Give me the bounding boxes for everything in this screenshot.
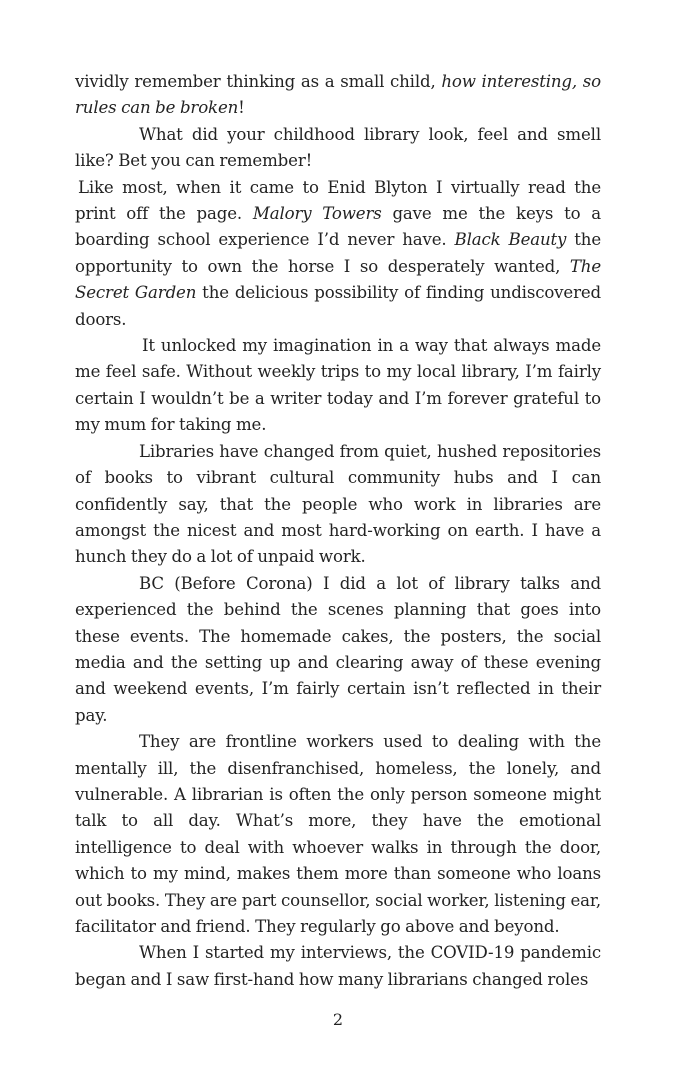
paragraph-3-text-g: the delicious possibility of finding undiscovered doors.	[75, 283, 602, 329]
paragraph-7: They are frontline workers used to dealing with the mentally ill, the disenfranchised, homeless, the lonely, and vulnerable. A librarian is often the only person someone might talk to all day. What’s more, they have the emotional intelligence to deal with whoever walks in through the door, which to my mind, makes them more than someone who loans out books. They are part counsellor, social worker, listening ear, facilitator and friend. They regularly go above and beyond.	[75, 732, 601, 936]
body-text	[75, 69, 601, 993]
paragraph-2: What did your childhood library look, feel and smell like? Bet you can remember!	[75, 124, 601, 171]
book-title-malory-towers: Malory Towers	[252, 204, 382, 224]
paragraph-1-text-c: !	[238, 98, 245, 118]
page-number: 2	[332, 1010, 344, 1029]
paragraph-6: BC (Before Corona) I did a lot of library talks and experienced the behind the scenes planning that goes into these events. The homemade cakes, the posters, the social media and the setting up and clearing away of these evening and weekend events, I’m fairly certain isn’t reflected in their pay.	[75, 573, 601, 725]
paragraph-4: It unlocked my imagination in a way that always made me feel safe. Without weekly trips to my local library, I’m fairly certain I wouldn’t be a writer today and I’m forever grateful to my mum for taking me.	[75, 336, 601, 435]
paragraph-1	[75, 69, 601, 122]
paragraph-5: Libraries have changed from quiet, hushed repositories of books to vibrant cultural community hubs and I can confidently say, that the people who work in libraries are amongst the nicest and most hard-working on earth. I have a hunch they do a lot of unpaid work.	[75, 441, 601, 567]
book-title-black-beauty: Black Beauty	[454, 230, 567, 250]
paragraph-3-text-e: the opportunity to own the horse I so desperately wanted,	[75, 230, 601, 276]
paragraph-3-text-a: Like most, when it came to Enid Blyton I virtually read the print off the page.	[75, 177, 601, 224]
paragraph-1-italic-quote: how interesting, so rules can be broken	[75, 72, 601, 118]
paragraph-3-text-c: gave me the keys to a boarding school experience I’d never have.	[75, 204, 602, 250]
paragraph-1-text-a: vividly remember thinking as a small child,	[75, 72, 442, 91]
paragraph-3	[75, 175, 601, 333]
book-title-the-secret-garden: The Secret Garden	[75, 256, 601, 303]
paragraph-8: When I started my interviews, the COVID-19 pandemic began and I saw first-hand how many librarians changed roles	[75, 943, 601, 989]
